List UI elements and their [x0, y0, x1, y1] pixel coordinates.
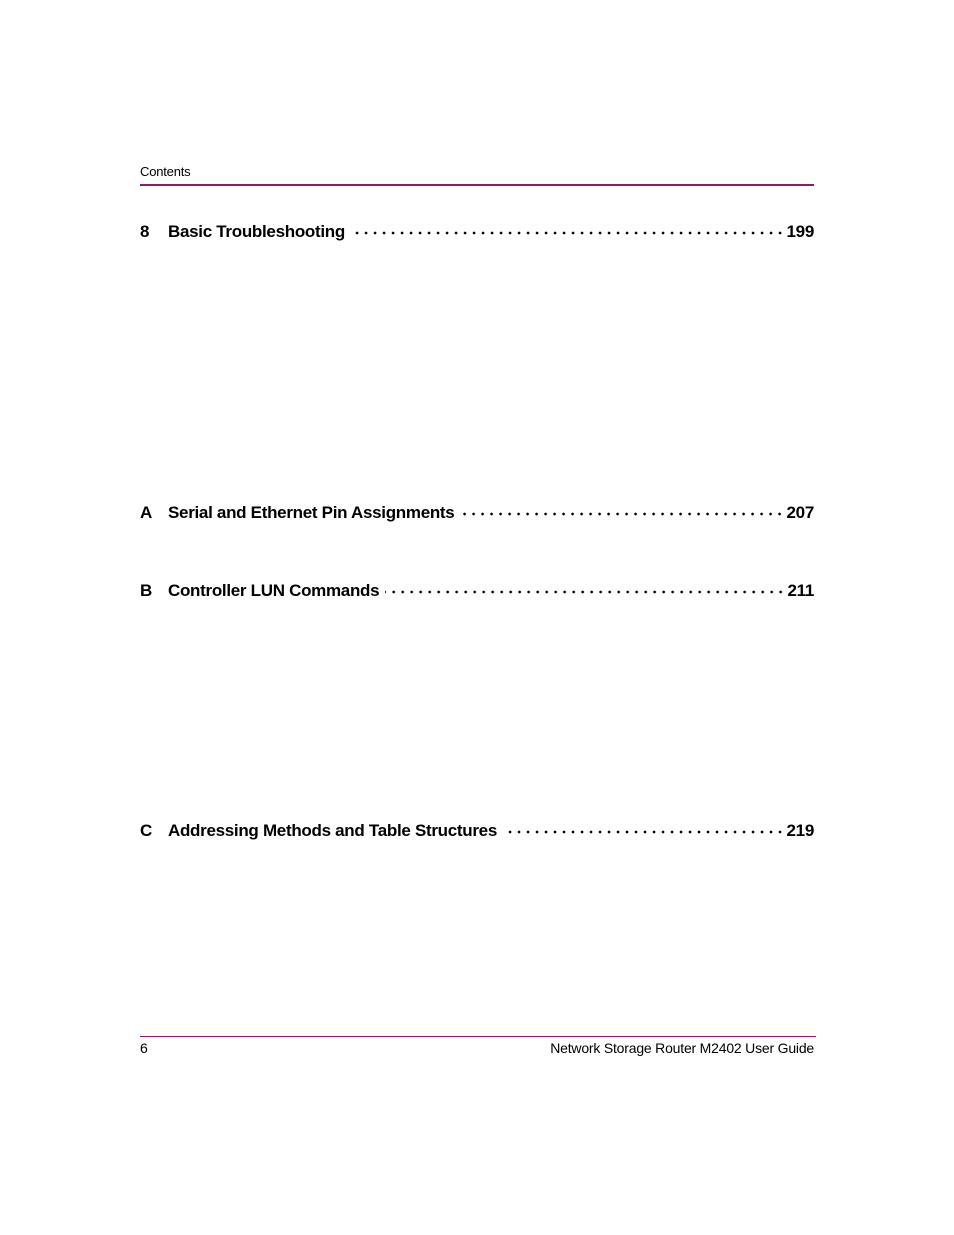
toc-page-number: 207: [786, 503, 814, 522]
dot-leader: [503, 818, 785, 838]
toc-page-number: 219: [786, 821, 814, 840]
dot-leader: [385, 578, 785, 598]
footer-doc-title: Network Storage Router M2402 User Guide: [550, 1040, 814, 1056]
header-rule: [140, 184, 814, 186]
footer-rule: [140, 1036, 816, 1037]
dot-leader: [460, 500, 784, 520]
footer-page-number: 6: [140, 1040, 148, 1056]
toc-number: A: [140, 503, 152, 522]
dot-leader: [351, 219, 785, 239]
toc-number: B: [140, 581, 152, 600]
toc-title: Addressing Methods and Table Structures: [168, 821, 497, 840]
toc-title: Controller LUN Commands: [168, 581, 380, 600]
running-header: Contents: [140, 164, 191, 179]
toc-page-number: 199: [786, 222, 814, 241]
toc-entry-chapter-8[interactable]: [140, 217, 814, 241]
toc-entry-appendix-b[interactable]: [140, 576, 814, 600]
toc-entry-appendix-a[interactable]: [140, 498, 814, 522]
toc-number: 8: [140, 222, 150, 241]
toc-entry-appendix-c[interactable]: [140, 816, 814, 840]
toc-title: Basic Troubleshooting: [168, 222, 345, 241]
toc-number: C: [140, 821, 152, 840]
toc-page-number: 211: [787, 581, 814, 600]
toc-title: Serial and Ethernet Pin Assignments: [168, 503, 455, 522]
